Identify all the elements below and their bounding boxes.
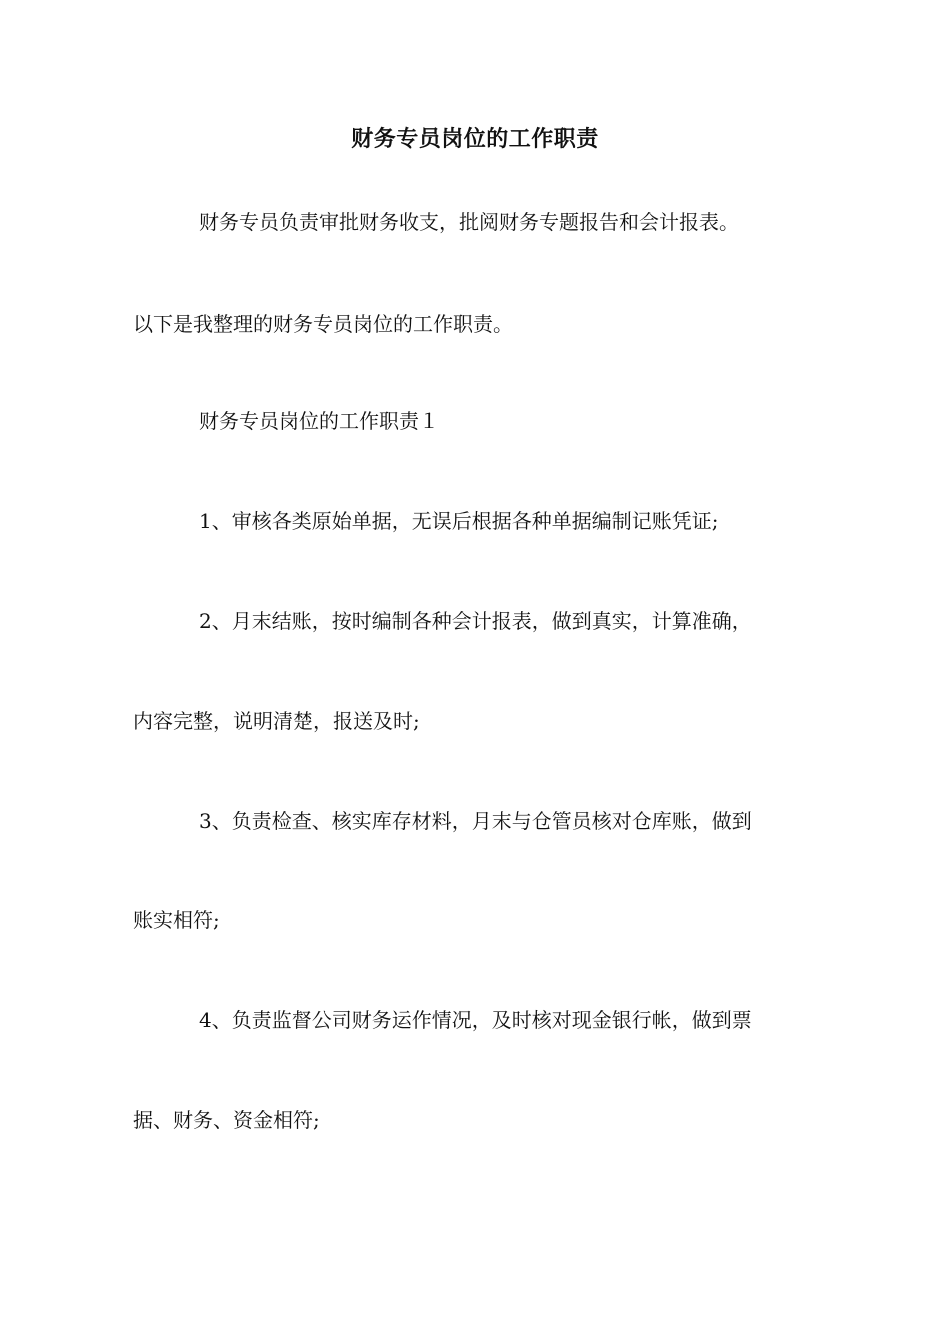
- duty-item-1: 1、审核各类原始单据，无误后根据各种单据编制记账凭证;: [199, 509, 719, 533]
- duty-item-2-line-1: 2、月末结账，按时编制各种会计报表，做到真实，计算准确，: [199, 609, 752, 633]
- duty-item-4-line-1: 4、负责监督公司财务运作情况，及时核对现金银行帐，做到票: [199, 1008, 752, 1032]
- duty-item-3-line-2: 账实相符;: [133, 908, 220, 932]
- document-title: 财务专员岗位的工作职责: [351, 127, 599, 152]
- intro-paragraph-line-2: 以下是我整理的财务专员岗位的工作职责。: [133, 312, 513, 336]
- section-heading: 财务专员岗位的工作职责１: [199, 409, 439, 433]
- intro-paragraph-line-1: 财务专员负责审批财务收支，批阅财务专题报告和会计报表。: [199, 210, 739, 234]
- duty-item-2-line-2: 内容完整，说明清楚，报送及时;: [133, 709, 420, 733]
- duty-item-4-line-2: 据、财务、资金相符;: [133, 1108, 320, 1132]
- duty-item-3-line-1: 3、负责检查、核实库存材料，月末与仓管员核对仓库账，做到: [199, 809, 752, 833]
